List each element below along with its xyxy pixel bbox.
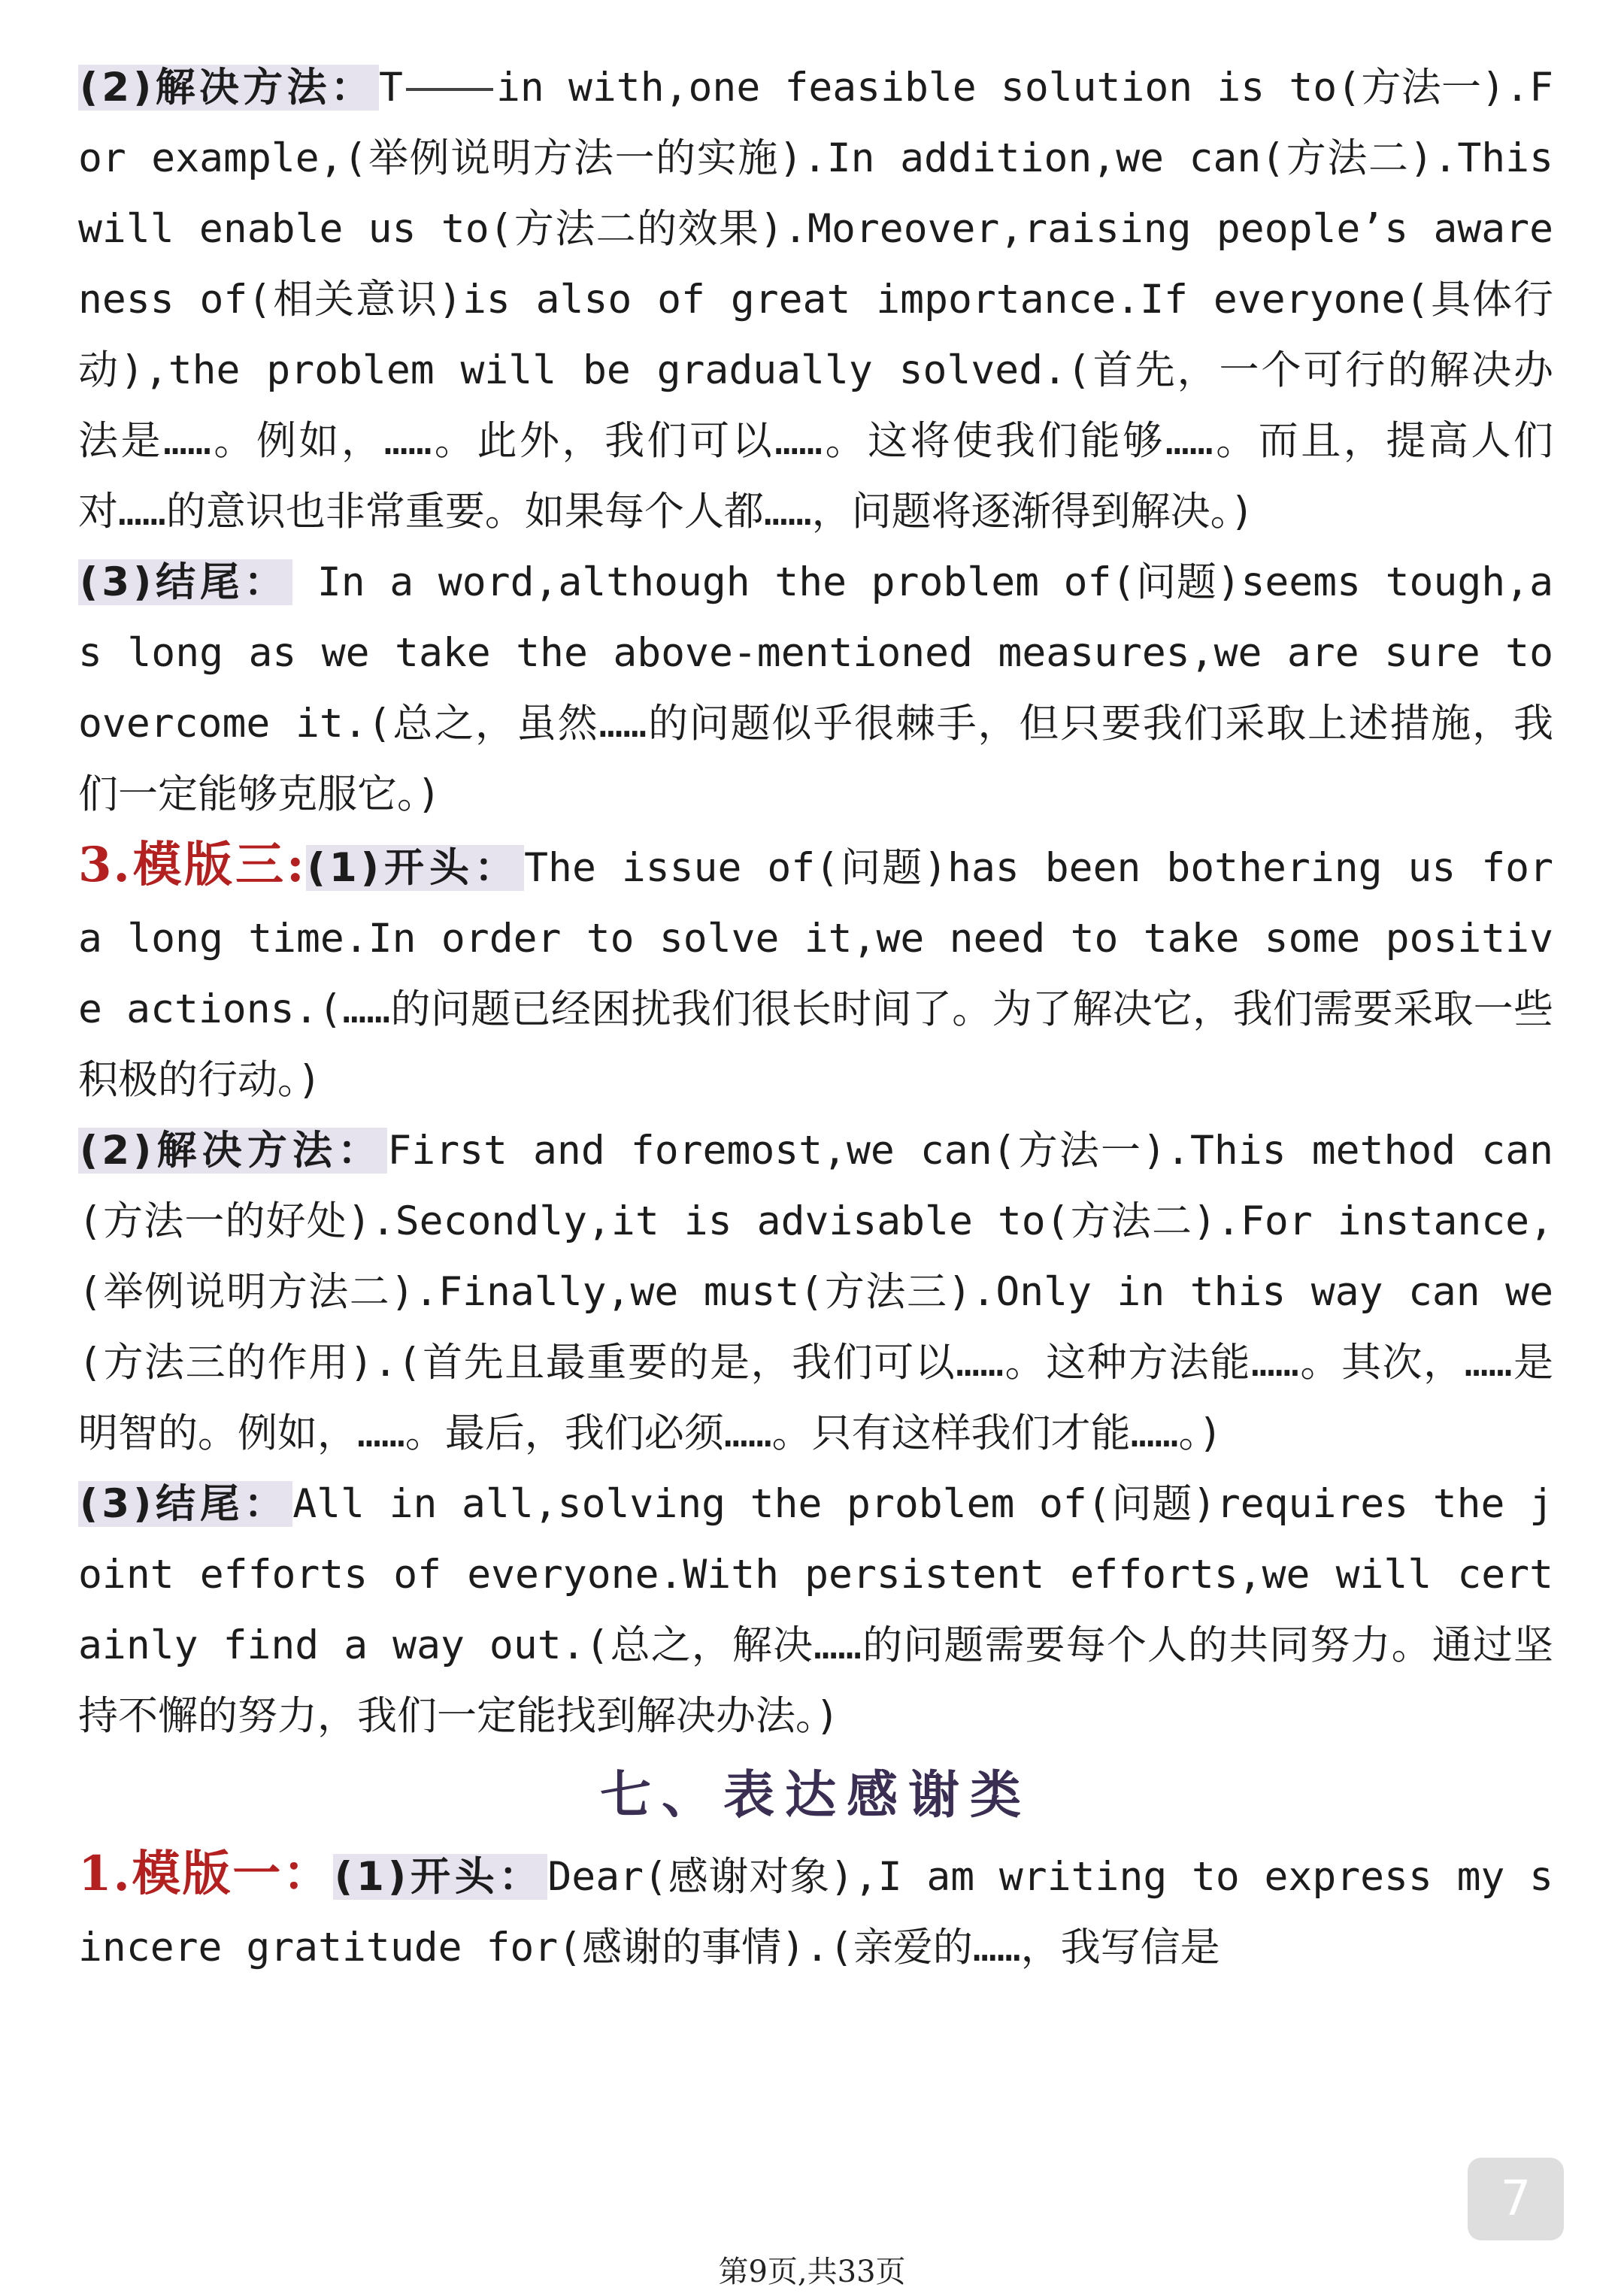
paragraph-solution-1 bbox=[78, 53, 1553, 547]
section-label: (2)解决方法： bbox=[78, 1128, 387, 1174]
paragraph-template-3-opening bbox=[78, 830, 1553, 1116]
paragraph-ending-3 bbox=[78, 1469, 1553, 1752]
page-badge: 7 bbox=[1468, 2158, 1564, 2240]
section-label: (3)结尾： bbox=[78, 559, 292, 605]
section-label: (1)开头： bbox=[306, 845, 525, 891]
paragraph-text: Dear(感谢对象),I am writing to express my sincere gratitude for(感谢的事情).(亲爱的……，我写信是 bbox=[78, 1854, 1554, 1970]
page-footer: 第9页,共33页 bbox=[718, 2255, 906, 2289]
section-label: (1)开头： bbox=[333, 1854, 548, 1900]
paragraph-thanks-opening bbox=[78, 1839, 1553, 1983]
redaction-mark bbox=[406, 88, 493, 91]
section-title: 七、表达感谢类 bbox=[599, 1765, 1032, 1825]
paragraph-text-start: T bbox=[379, 65, 403, 111]
template-heading: 3.模版三: bbox=[78, 837, 306, 893]
paragraph-text: The issue of(问题)has been bothering us for a long time.In order to solve it,we need to take some positive actions.(……的问题已经困扰我们很长时间了。为了解决它，我们需要采取一些积极的行动。) bbox=[78, 845, 1553, 1103]
section-label: (3)结尾： bbox=[78, 1481, 292, 1527]
template-heading: 1.模版一： bbox=[78, 1846, 333, 1902]
paragraph-text: First and foremost,we can(方法一).This method can(方法一的好处).Secondly,it is advisable to(方法二).For instance,(举例说明方法二).Finally,we must(方法三).Only in this way can we(方法三的作用).(首先且最重要的是，我们可以……。这种方法能……。其次，……是明智的。例如，……。最后，我们必须……。只有这样我们才能……。) bbox=[78, 1128, 1554, 1456]
paragraph-ending-1 bbox=[78, 547, 1553, 830]
paragraph-solution-3 bbox=[78, 1116, 1553, 1469]
paragraph-text: All in all,solving the problem of(问题)requires the joint efforts of everyone.With persistent efforts,we will certainly find a way out.(总之，解决……的问题需要每个人的共同努力。通过坚持不懈的努力，我们一定能找到解决办法。) bbox=[78, 1481, 1554, 1739]
paragraph-text: In a word,although the problem of(问题)seems tough,as long as we take the above-mentioned measures,we are sure to overcome it.(总之，虽然……的问题似乎很棘手，但只要我们采取上述措施，我们一定能够克服它。) bbox=[78, 559, 1553, 817]
section-label: (2)解决方法： bbox=[78, 65, 379, 111]
document-body bbox=[78, 53, 1553, 1983]
paragraph-text: in with,one feasible solution is to(方法一).For example,(举例说明方法一的实施).In addition,we can(方法二).This will enable us to(方法二的效果).Moreover,raising people’s awareness of(相关意识)is also of great importance.If everyone(具体行动),the problem will be gradually solved.(首先，一个可行的解决办法是……。例如，……。此外，我们可以……。这将使我们能够……。而且，提高人们对……的意识也非常重要。如果每个人都……，问题将逐渐得到解决。) bbox=[78, 65, 1553, 535]
